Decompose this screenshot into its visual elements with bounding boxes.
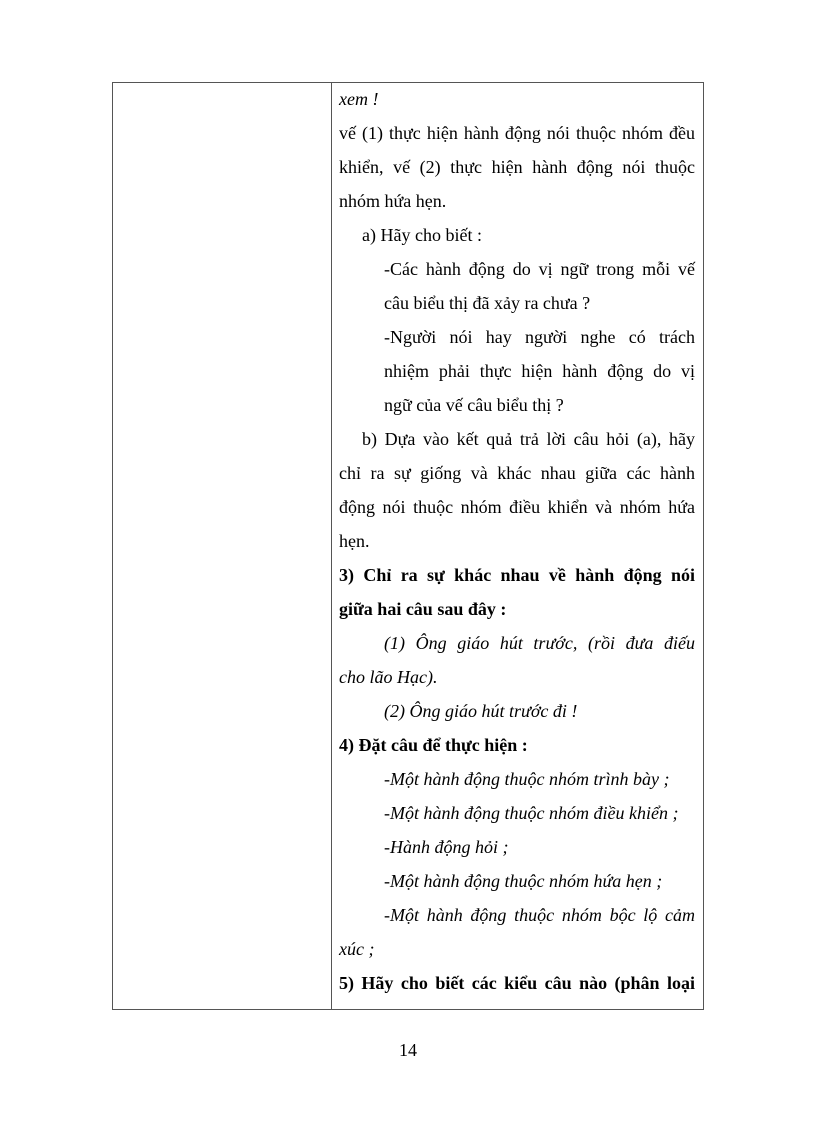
table-left-column (113, 83, 332, 1009)
list-item: -Một hành động thuộc nhóm trình bày ; (384, 769, 670, 789)
question-heading: 5) Hãy cho biết các kiểu câu nào (phân loại (339, 973, 695, 993)
page-number: 14 (399, 1040, 417, 1060)
content-table (112, 82, 704, 1010)
question-heading: giữa hai câu sau đây : (339, 599, 507, 619)
text-line: chỉ ra sự giống và khác nhau giữa các hành (339, 463, 695, 483)
text-line: b) Dựa vào kết quả trả lời câu hỏi (a), hãy (362, 429, 695, 449)
text-line: -Người nói hay người nghe có trách (384, 327, 695, 347)
text-line: vế (1) thực hiện hành động nói thuộc nhóm đều (339, 123, 695, 143)
example-sentence: cho lão Hạc). (339, 667, 438, 687)
list-item: -Một hành động thuộc nhóm hứa hẹn ; (384, 871, 663, 891)
text-line: nhiệm phải thực hiện hành động do vị (384, 361, 695, 381)
example-sentence: (1) Ông giáo hút trước, (rồi đưa điếu (384, 633, 695, 653)
list-item: -Một hành động thuộc nhóm điều khiển ; (384, 803, 679, 823)
text-line: xem ! (339, 89, 379, 109)
text-line: nhóm hứa hẹn. (339, 191, 447, 211)
text-line: câu biểu thị đã xảy ra chưa ? (384, 293, 591, 313)
text-line: -Các hành động do vị ngữ trong mỗi vế (384, 259, 695, 279)
list-item: xúc ; (339, 939, 375, 959)
question-heading: 3) Chỉ ra sự khác nhau về hành động nói (339, 565, 695, 585)
example-sentence: (2) Ông giáo hút trước đi ! (384, 701, 578, 721)
list-item: -Một hành động thuộc nhóm bộc lộ cảm (384, 905, 695, 925)
list-item: -Hành động hỏi ; (384, 837, 509, 857)
table-right-column (332, 83, 703, 1009)
text-line: ngữ của vế câu biểu thị ? (384, 395, 564, 415)
question-heading: 4) Đặt câu để thực hiện : (339, 735, 528, 755)
text-line: hẹn. (339, 531, 370, 551)
text-line: a) Hãy cho biết : (362, 225, 482, 245)
text-line: khiển, vế (2) thực hiện hành động nói thuộc (339, 157, 695, 177)
text-line: động nói thuộc nhóm điều khiển và nhóm hứa (339, 497, 695, 517)
